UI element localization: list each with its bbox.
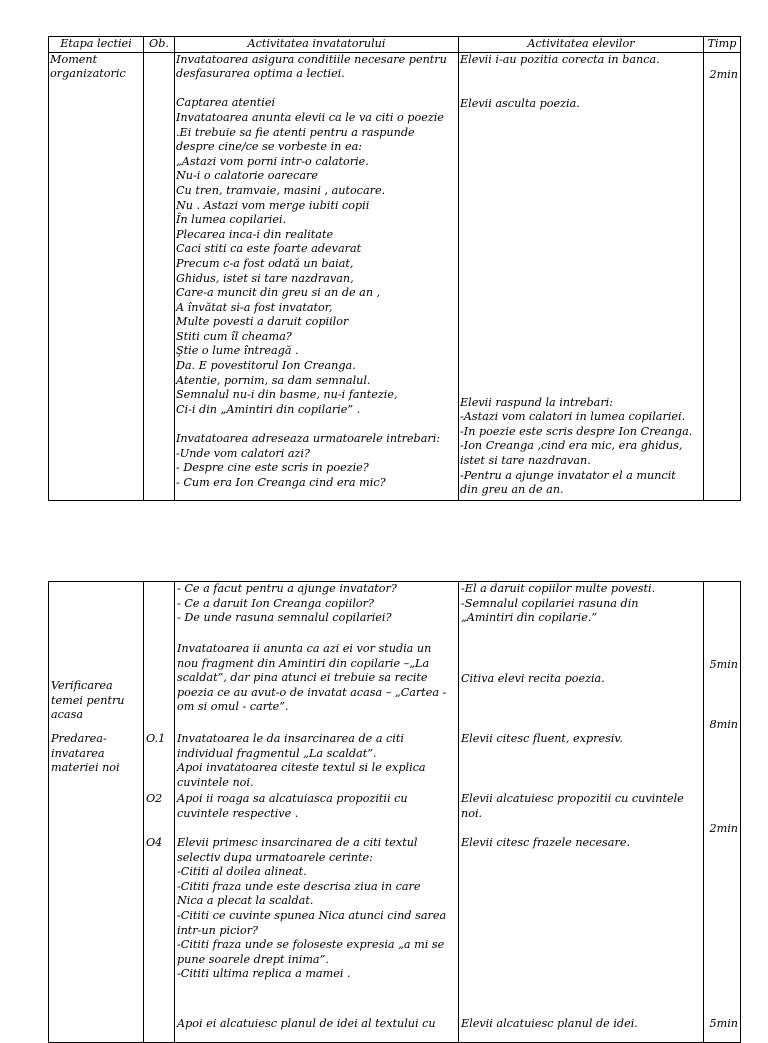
student-activity-text: Elevii raspund la intrebari: -Astazi vom calatori in lumea copilariei. -In poezie este scris despre Ion Creanga. -Ion Creanga ,cind era mic, era ghidus, istet si tare nazdravan. -Pentru a ajunge invatator el a muncit din greu an de an.: [460, 395, 693, 497]
time-value: 2min: [709, 67, 738, 81]
student-activity-text: Elevii asculta poezia.: [460, 96, 580, 110]
teacher-activity-text: Apoi ii roaga sa alcatuiasca propozitii cu cuvintele respective .: [177, 792, 408, 820]
teacher-activity-text: Invatatoarea le da insarcinarea de a citi individual fragmentul „La scaldat”. Apoi invatatoarea citeste textul si le explica cuvintele noi.: [177, 732, 426, 789]
stage-text: Predarea- invatarea materiei noi: [51, 732, 120, 775]
teacher-activity-text: Elevii primesc insarcinarea de a citi textul selectiv dupa urmatoarele cerinte: -Cititi al doilea alineat. -Cititi fraza unde este descrisa ziua in care Nica a plecat la scaldat. -Cititi ce cuvinte spunea Nica atunci cind sarea intr-un picior? -Cititi fraza unde se foloseste expresia „a mi se pune soarele drept inima”. -Cititi ultima replica a mamei .: [177, 836, 447, 981]
time-value: 2min: [709, 822, 738, 835]
teacher-activity-text: Apoi ei alcatuiesc planul de idei al textului cu: [177, 1017, 436, 1030]
objective-code: O.1: [146, 732, 166, 745]
student-activity-text: Elevii alcatuiesc planul de idei.: [461, 1017, 638, 1030]
header-student-activity: Activitatea elevilor: [459, 37, 704, 53]
lesson-table-part-1: [48, 36, 741, 501]
time-cell: [704, 52, 741, 500]
header-objective: Ob.: [144, 37, 175, 53]
stage-cell: [49, 52, 144, 500]
stage-text: Verificarea temei pentru acasa: [51, 679, 125, 722]
objective-code: O2: [146, 792, 163, 805]
teacher-activity-cell: [175, 52, 459, 500]
time-value: 5min: [709, 1017, 738, 1030]
time-cell: [704, 582, 741, 1043]
teacher-activity-text: Invatatoarea ii anunta ca azi ei vor studia un nou fragment din Amintiri din copilarie –„La scaldat”, dar pina atunci ei trebuie sa recite poezia ce au avut-o de invatat acasa – „Cartea - om si omul - carte”.: [177, 642, 447, 714]
teacher-activity-text: - Ce a facut pentru a ajunge invatator? - Ce a daruit Ion Creanga copiilor? - De unde rasuna semnalul copilariei?: [177, 582, 397, 625]
student-activity-text: Elevii alcatuiesc propozitii cu cuvintele noi.: [461, 792, 684, 820]
time-value: 5min: [709, 658, 738, 671]
teacher-activity-text: Invatatoarea asigura conditiile necesare pentru desfasurarea optima a lectiei. Captarea atentiei Invatatoarea anunta elevii ca le va citi o poezie .Ei trebuie sa fie atenti pentru a raspunde despre cine/ce se vorbeste in ea: „Astazi vom porni intr-o calatorie. Nu-i o calatorie oarecare Cu tren, tramvaie, masini , autocare. Nu . Astazi vom merge iubiti copii În lumea copilariei. Plecarea inca-i din realitate Caci stiti ca este foarte adevarat Precum c-a fost odată un baiat, Ghidus, istet si tare nazdravan, Care-a muncit din greu si an de an , A învătat si-a fost invatator, Multe povesti a daruit copiilor Stiti cum îl cheama? Ştie o lume întreagă . Da. E povestitorul Ion Creanga. Atentie, pornim, sa dam semnalul. Semnalul nu-i din basme, nu-i fantezie, Ci-i din „Amintiri din copilarie” . Invatatoarea adreseaza urmatoarele intrebari: -Unde vom calatori azi? - Despre cine este scris in poezie? - Cum era Ion Creanga cind era mic?: [176, 52, 447, 489]
objective-cell: [144, 52, 175, 500]
stage-text: Moment organizatoric: [50, 52, 126, 81]
student-activity-cell: [459, 582, 704, 1043]
teacher-activity-cell: [175, 582, 459, 1043]
table-header-row: [49, 37, 741, 53]
stage-cell: [49, 582, 144, 1043]
student-activity-text: Elevii citesc fluent, expresiv.: [461, 732, 623, 745]
student-activity-text: Elevii citesc frazele necesare.: [461, 836, 630, 849]
table-row: [49, 582, 741, 1043]
objective-code: O4: [146, 836, 163, 849]
lesson-table-part-2: [48, 581, 741, 1043]
header-teacher-activity: Activitatea invatatorului: [175, 37, 459, 53]
header-stage: Etapa lectiei: [49, 37, 144, 53]
student-activity-text: Citiva elevi recita poezia.: [461, 672, 605, 685]
table-row: [49, 52, 741, 500]
student-activity-text: -El a daruit copiilor multe povesti. -Semnalul copilariei rasuna din „Amintiri din copilarie.”: [461, 582, 656, 625]
time-value: 8min: [709, 718, 738, 731]
student-activity-cell: [459, 52, 704, 500]
objective-cell: [144, 582, 175, 1043]
header-time: Timp: [704, 37, 741, 53]
student-activity-text: Elevii i-au pozitia corecta in banca.: [460, 52, 660, 66]
